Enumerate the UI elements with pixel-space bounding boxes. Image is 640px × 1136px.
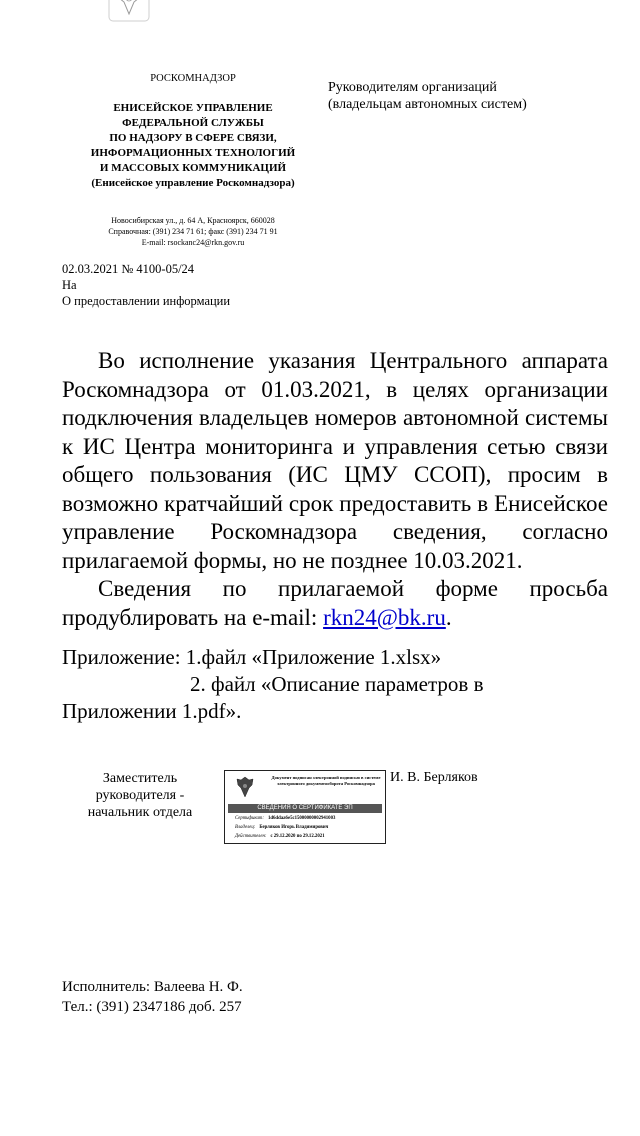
stamp-row-value: с 29.12.2020 по 29.12.2021 bbox=[270, 834, 325, 839]
document-reference bbox=[62, 261, 230, 309]
org-full-name bbox=[62, 101, 324, 191]
body-paragraph: Во исполнение указания Центрального аппарата Роскомнадзора от 01.03.2021, в целях организации подключения владельцев номеров автономной системы к ИС Центра мониторинга и управления сетью связи общего пользования (ИС ЦМУ ССОП), просим в возможно кратчайший срок предоставить в Енисейское управление Роскомнадзора сведения, согласно прилагаемой формы, но не позднее 10.03.2021. bbox=[62, 348, 608, 573]
attachment-line: 2. файл «Описание параметров в bbox=[190, 672, 484, 696]
addressee-line: Руководителям организаций bbox=[328, 80, 497, 95]
email-link[interactable]: rkn24@bk.ru bbox=[323, 604, 446, 630]
stamp-row-label: Сертификат: bbox=[235, 816, 264, 821]
stamp-owner-row bbox=[235, 825, 328, 831]
document-subject: О предоставлении информации bbox=[62, 294, 231, 308]
executor-block bbox=[62, 977, 243, 1017]
stamp-certificate-header: СВЕДЕНИЯ О СЕРТИФИКАТЕ ЭП bbox=[228, 804, 382, 813]
org-name-line: ФЕДЕРАЛЬНОЙ СЛУЖБЫ bbox=[122, 117, 264, 129]
signatory-name: И. В. Берляков bbox=[390, 770, 478, 785]
addressee-line: (владельцам автономных систем) bbox=[328, 97, 527, 112]
org-name-line: ИНФОРМАЦИОННЫХ ТЕХНОЛОГИЙ bbox=[90, 147, 296, 159]
position-line: начальник отдела bbox=[87, 805, 193, 820]
document-reply-to: На bbox=[62, 278, 77, 292]
org-name-line: И МАССОВЫХ КОММУНИКАЦИЙ bbox=[99, 162, 287, 174]
stamp-title: Документ подписан электронной подписью в системе электронного документооборота Роскомнадзора bbox=[271, 775, 381, 786]
org-name-line: (Енисейское управление Роскомнадзора) bbox=[91, 177, 295, 189]
org-address: Новосибирская ул., д. 64 А, Красноярск, 660028 bbox=[111, 216, 275, 225]
body-paragraph-end: . bbox=[445, 604, 452, 630]
letter-body bbox=[62, 347, 608, 632]
electronic-signature-stamp bbox=[224, 770, 386, 844]
stamp-row-label: Действителен: bbox=[235, 834, 267, 839]
body-paragraph-text: Сведения по прилагаемой форме просьба продублировать на e-mail: bbox=[62, 576, 608, 630]
stamp-validity-row bbox=[235, 834, 325, 840]
stamp-certificate-row bbox=[235, 816, 335, 822]
org-email: E-mail: rsockanc24@rkn.gov.ru bbox=[141, 238, 245, 247]
org-short-name: РОСКОМНАДЗОР bbox=[150, 73, 236, 84]
org-phone: Справочная: (391) 234 71 61; факс (391) 234 71 91 bbox=[108, 227, 278, 236]
addressee-block bbox=[328, 79, 527, 113]
attachment-line: Приложение: 1.файл «Приложение 1.xlsx» bbox=[62, 645, 442, 669]
coat-of-arms-icon bbox=[234, 775, 256, 799]
signatory-position bbox=[70, 770, 210, 821]
stamp-row-label: Владелец: bbox=[235, 825, 256, 830]
stamp-row-value: Берляков Игорь Владимирович bbox=[259, 825, 329, 830]
executor-phone: Тел.: (391) 2347186 доб. 257 bbox=[62, 999, 242, 1015]
coat-of-arms-icon bbox=[108, 0, 150, 22]
position-line: руководителя - bbox=[95, 788, 185, 803]
attachment-line: Приложении 1.pdf». bbox=[62, 699, 242, 723]
stamp-row-value: 1d6ddaa6e5c15000000002941003 bbox=[267, 816, 336, 821]
position-line: Заместитель bbox=[102, 771, 178, 786]
document-date-number: 02.03.2021 № 4100-05/24 bbox=[62, 262, 195, 276]
body-paragraph bbox=[62, 575, 608, 632]
org-name-line: ПО НАДЗОРУ В СФЕРЕ СВЯЗИ, bbox=[109, 132, 277, 144]
executor-name: Исполнитель: Валеева Н. Ф. bbox=[62, 979, 243, 995]
org-contacts bbox=[62, 215, 324, 248]
org-name-line: ЕНИСЕЙСКОЕ УПРАВЛЕНИЕ bbox=[113, 102, 273, 114]
attachments-block bbox=[62, 644, 608, 725]
